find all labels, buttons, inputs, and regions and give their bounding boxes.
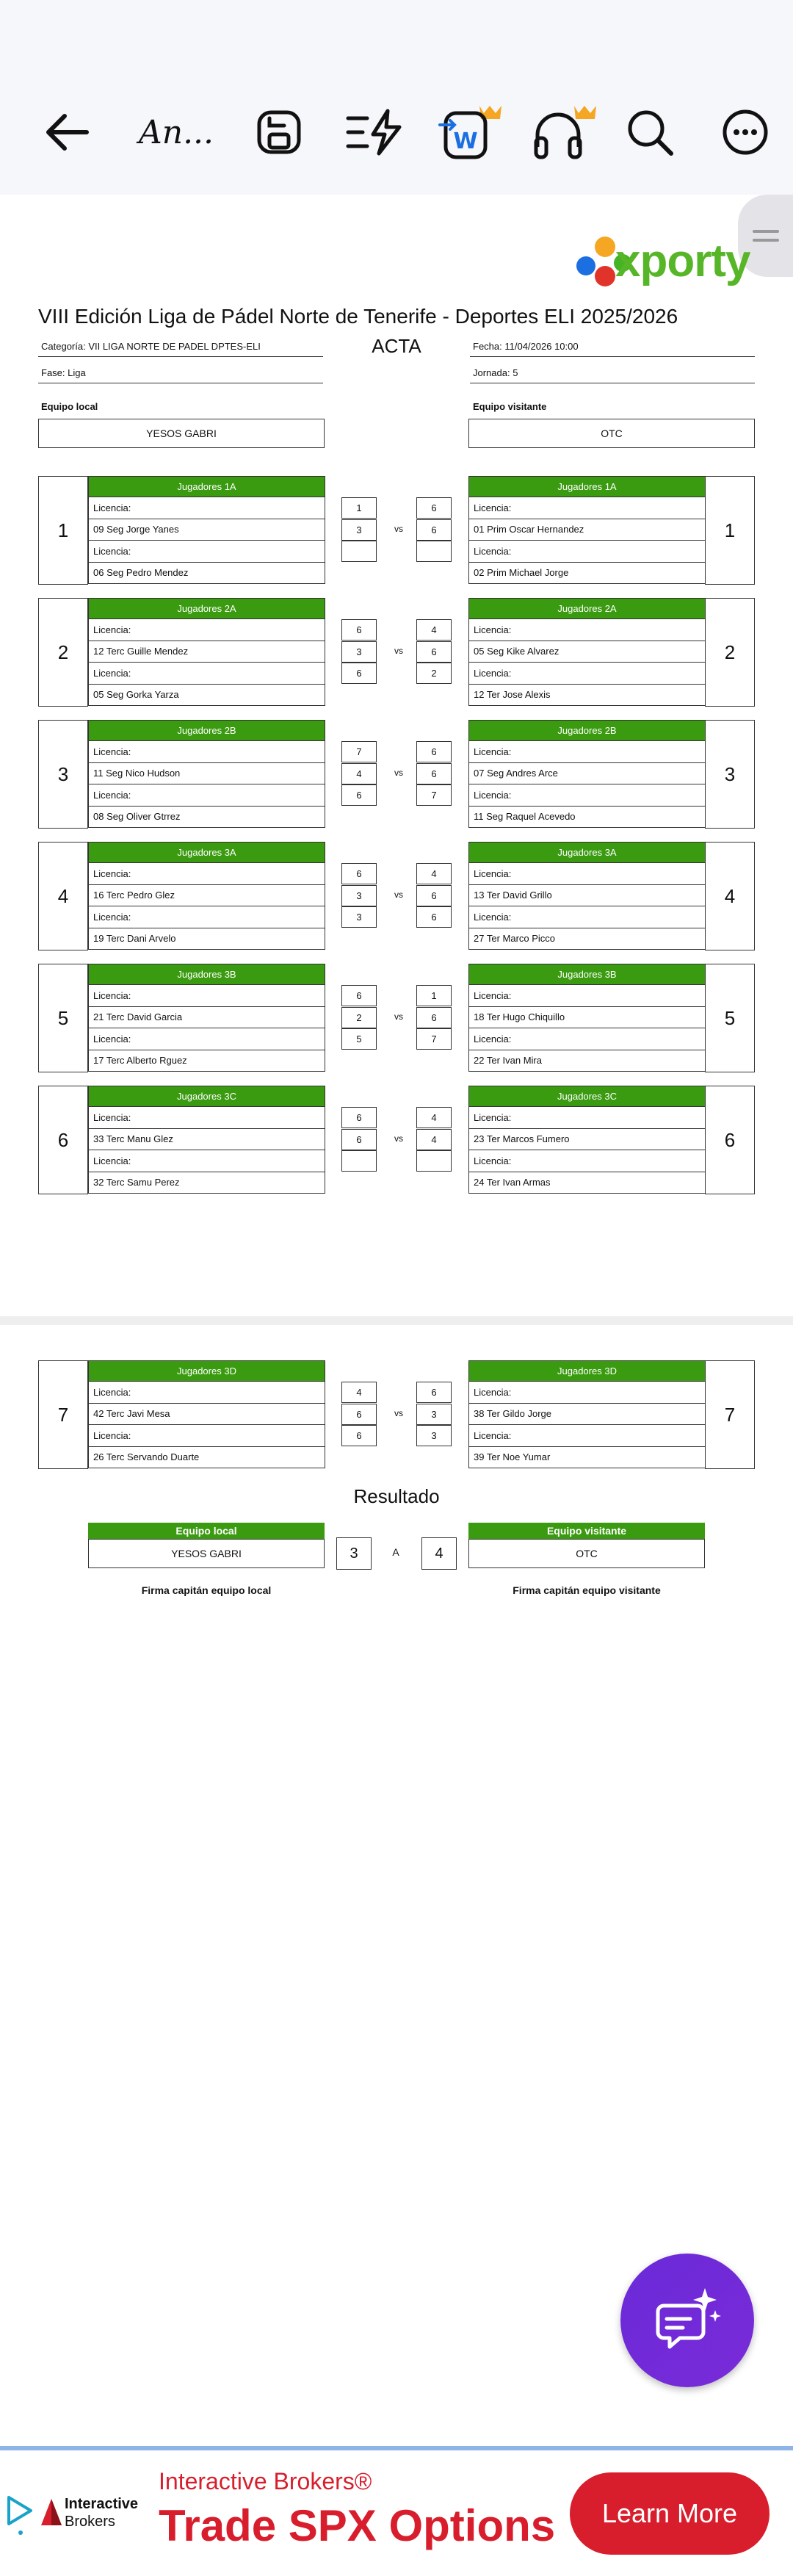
local-set-score [341,1150,377,1172]
local-set-score: 6 [341,619,377,641]
visitante-set-score: 6 [416,741,452,762]
visitante-player-row: 07 Seg Andres Arce [468,763,706,785]
visitante-set-score: 3 [416,1425,452,1446]
match-number-local: 1 [38,476,88,585]
visitante-set-score: 6 [416,1007,452,1028]
visitante-players-list [468,964,706,1072]
visitante-set-score: 3 [416,1404,452,1425]
match-block [38,476,755,585]
match-number-local: 3 [38,720,88,829]
local-group-header: Jugadores 2B [88,720,325,741]
visitante-set-score [416,541,452,562]
visitante-player-row: 01 Prim Oscar Hernandez [468,519,706,541]
local-players-list [88,1086,325,1194]
flash-menu-icon[interactable] [341,103,408,162]
handle-lines-icon [751,227,781,245]
vs-label: vs [394,524,403,534]
vs-label: vs [394,890,403,900]
visitante-player-row: Licencia: [468,784,706,807]
local-group-header: Jugadores 3A [88,842,325,863]
ai-assistant-button[interactable] [620,2254,754,2387]
match-block [38,842,755,950]
local-team-box: YESOS GABRI [38,419,325,448]
local-set-score: 6 [341,1404,377,1425]
more-options-icon[interactable] [716,103,775,162]
visitante-players-list [468,598,706,706]
local-set-score: 6 [341,985,377,1006]
match-number-visitante: 4 [705,842,755,950]
visitante-group-header: Jugadores 3A [468,842,706,863]
local-set-score: 6 [341,1129,377,1150]
visitante-set-score: 4 [416,1129,452,1150]
svg-text:W: W [453,129,478,154]
local-player-row: 05 Seg Gorka Yarza [88,685,325,707]
result-local-team: YESOS GABRI [88,1539,325,1568]
local-player-row: Licencia: [88,1382,325,1404]
word-convert-icon[interactable] [437,103,510,162]
visitante-group-header: Jugadores 2A [468,598,706,619]
visitante-player-row: Licencia: [468,619,706,641]
visitante-player-row: 22 Ter Ivan Mira [468,1050,706,1072]
visitante-player-row: Licencia: [468,541,706,563]
vs-label: vs [394,646,403,656]
visitante-set-score: 6 [416,763,452,784]
visitante-player-row: 11 Seg Raquel Acevedo [468,807,706,829]
local-player-row: Licencia: [88,541,325,563]
page-separator [0,1316,793,1325]
match-number-local: 7 [38,1360,88,1469]
ad-play-icon [6,2494,35,2539]
match-number-local: 5 [38,964,88,1072]
jornada-field: Jornada: 5 [470,367,755,383]
result-separator: A [392,1546,399,1558]
local-player-row: Licencia: [88,741,325,763]
local-set-score: 6 [341,1425,377,1446]
match-number-visitante: 3 [705,720,755,829]
match-number-visitante: 6 [705,1086,755,1194]
local-group-header: Jugadores 1A [88,476,325,497]
local-group-header: Jugadores 3D [88,1360,325,1382]
local-player-row: Licencia: [88,1028,325,1050]
visitante-player-row: Licencia: [468,741,706,763]
match-number-visitante: 2 [705,598,755,707]
local-set-score: 3 [341,906,377,928]
visitante-set-score: 4 [416,619,452,641]
ad-brand-line1: Interactive [65,2496,139,2512]
local-set-score: 6 [341,784,377,806]
local-team-label: Equipo local [41,401,98,412]
local-set-score: 6 [341,1107,377,1128]
visitante-players-list [468,1086,706,1194]
local-player-row: 21 Terc David Garcia [88,1007,325,1029]
local-player-row: 08 Seg Oliver Gtrrez [88,807,325,829]
document-title-heading: VIII Edición Liga de Pádel Norte de Tenerife - Deportes ELI 2025/2026 [38,305,678,328]
visitante-player-row: Licencia: [468,1107,706,1129]
local-players-list [88,598,325,706]
local-player-row: Licencia: [88,663,325,685]
match-block [38,964,755,1072]
match-block [38,720,755,829]
fecha-field: Fecha: 11/04/2026 10:00 [470,341,755,357]
match-block [38,1086,755,1194]
match-block [38,1360,755,1469]
local-set-score: 3 [341,641,377,663]
top-toolbar [0,0,793,195]
local-player-row: 42 Terc Javi Mesa [88,1404,325,1426]
visitante-player-row: 12 Ter Jose Alexis [468,685,706,707]
visitante-set-score: 4 [416,1107,452,1128]
local-group-header: Jugadores 2A [88,598,325,619]
local-player-row: 16 Terc Pedro Glez [88,885,325,907]
local-players-list [88,964,325,1072]
visitante-group-header: Jugadores 3B [468,964,706,985]
match-number-visitante: 5 [705,964,755,1072]
local-set-score: 5 [341,1028,377,1050]
local-player-row: Licencia: [88,863,325,885]
document-title: An... [138,113,214,151]
visitante-set-score: 6 [416,641,452,663]
local-player-row: Licencia: [88,906,325,928]
result-visitante-header: Equipo visitante [468,1523,705,1539]
visitante-team-label: Equipo visitante [473,401,547,412]
local-player-row: 17 Terc Alberto Rguez [88,1050,325,1072]
vs-label: vs [394,1133,403,1144]
visitante-set-score: 4 [416,863,452,884]
local-set-score: 2 [341,1007,377,1028]
vs-label: vs [394,1011,403,1022]
match-number-visitante: 1 [705,476,755,585]
visitante-players-list [468,476,706,584]
ad-learn-more-button[interactable]: Learn More [570,2472,770,2555]
local-group-header: Jugadores 3B [88,964,325,985]
visitante-set-score: 6 [416,885,452,906]
local-player-row: 19 Terc Dani Arvelo [88,928,325,950]
local-group-header: Jugadores 3C [88,1086,325,1107]
local-player-row: Licencia: [88,619,325,641]
visitante-player-row: 27 Ter Marco Picco [468,928,706,950]
local-players-list [88,842,325,950]
vs-label: vs [394,1408,403,1418]
visitante-set-score: 6 [416,1382,452,1403]
visitante-player-row: 02 Prim Michael Jorge [468,563,706,585]
visitante-set-score: 6 [416,519,452,541]
visitante-group-header: Jugadores 1A [468,476,706,497]
local-player-row: Licencia: [88,1150,325,1172]
visitante-player-row: Licencia: [468,1150,706,1172]
visitante-player-row: Licencia: [468,1028,706,1050]
local-player-row: 32 Terc Samu Perez [88,1172,325,1194]
local-player-row: 26 Terc Servando Duarte [88,1447,325,1469]
visitante-player-row: Licencia: [468,663,706,685]
visitante-player-row: 24 Ter Ivan Armas [468,1172,706,1194]
local-set-score [341,541,377,562]
match-number-visitante: 7 [705,1360,755,1469]
local-player-row: 12 Terc Guille Mendez [88,641,325,663]
visitante-player-row: 38 Ter Gildo Jorge [468,1404,706,1426]
ad-brand-line2: Brokers [65,2514,115,2530]
match-number-local: 6 [38,1086,88,1194]
local-player-row: 09 Seg Jorge Yanes [88,519,325,541]
local-set-score: 3 [341,885,377,906]
visitante-set-score [416,1150,452,1172]
ai-chat-sparkle-icon [651,2284,724,2357]
save-icon[interactable] [250,103,308,162]
local-set-score: 6 [341,663,377,684]
resultado-title: Resultado [353,1485,440,1507]
match-number-local: 4 [38,842,88,950]
categoria-field: Categoría: VII LIGA NORTE DE PADEL DPTES-ELI [38,341,323,357]
local-player-row: 33 Terc Manu Glez [88,1129,325,1151]
visitante-player-row: 23 Ter Marcos Fumero [468,1129,706,1151]
ad-banner[interactable] [0,2446,793,2576]
local-player-row: 06 Seg Pedro Mendez [88,563,325,585]
local-player-row: 11 Seg Nico Hudson [88,763,325,785]
visitante-player-row: 13 Ter David Grillo [468,885,706,907]
visitante-set-score: 6 [416,906,452,928]
visitante-player-row: Licencia: [468,497,706,519]
match-number-local: 2 [38,598,88,707]
local-players-list [88,1360,325,1468]
acta-label: ACTA [372,335,421,357]
local-player-row: Licencia: [88,784,325,807]
search-icon[interactable] [620,103,679,162]
visitante-players-list [468,720,706,828]
local-set-score: 4 [341,763,377,784]
local-set-score: 7 [341,741,377,762]
visitante-player-row: Licencia: [468,906,706,928]
local-set-score: 1 [341,497,377,519]
local-set-score: 3 [341,519,377,541]
local-set-score: 6 [341,863,377,884]
match-block [38,598,755,707]
visitante-player-row: 18 Ter Hugo Chiquillo [468,1007,706,1029]
result-visitante-score: 4 [421,1537,457,1570]
ib-logo-icon [38,2496,65,2528]
visitante-player-row: Licencia: [468,1425,706,1447]
visitante-set-score: 7 [416,784,452,806]
visitante-player-row: 39 Ter Noe Yumar [468,1447,706,1469]
xporty-logo [571,234,750,292]
headphones-icon[interactable] [529,103,602,162]
visitante-player-row: Licencia: [468,863,706,885]
visitante-group-header: Jugadores 3C [468,1086,706,1107]
visitante-set-score: 2 [416,663,452,684]
local-set-score: 4 [341,1382,377,1403]
ad-headline: Trade SPX Options [159,2501,556,2550]
local-players-list [88,720,325,828]
ad-kicker: Interactive Brokers® [159,2468,372,2494]
result-local-score: 3 [336,1537,372,1570]
sign-visitante: Firma capitán equipo visitante [513,1584,661,1596]
xporty-brand-text: xporty [615,236,750,286]
local-players-list [88,476,325,584]
visitante-players-list [468,1360,706,1468]
local-player-row: Licencia: [88,497,325,519]
visitante-player-row: Licencia: [468,985,706,1007]
visitante-group-header: Jugadores 2B [468,720,706,741]
result-local-header: Equipo local [88,1523,325,1539]
visitante-set-score: 6 [416,497,452,519]
visitante-player-row: Licencia: [468,1382,706,1404]
visitante-players-list [468,842,706,950]
sign-local: Firma capitán equipo local [141,1584,272,1596]
vs-label: vs [394,768,403,778]
visitante-set-score: 1 [416,985,452,1006]
local-player-row: Licencia: [88,985,325,1007]
back-arrow-icon[interactable] [37,103,95,162]
fase-field: Fase: Liga [38,367,323,383]
visitante-team-box: OTC [468,419,755,448]
visitante-player-row: 05 Seg Kike Alvarez [468,641,706,663]
result-visitante-team: OTC [468,1539,705,1568]
local-player-row: Licencia: [88,1425,325,1447]
visitante-group-header: Jugadores 3D [468,1360,706,1382]
local-player-row: Licencia: [88,1107,325,1129]
visitante-set-score: 7 [416,1028,452,1050]
